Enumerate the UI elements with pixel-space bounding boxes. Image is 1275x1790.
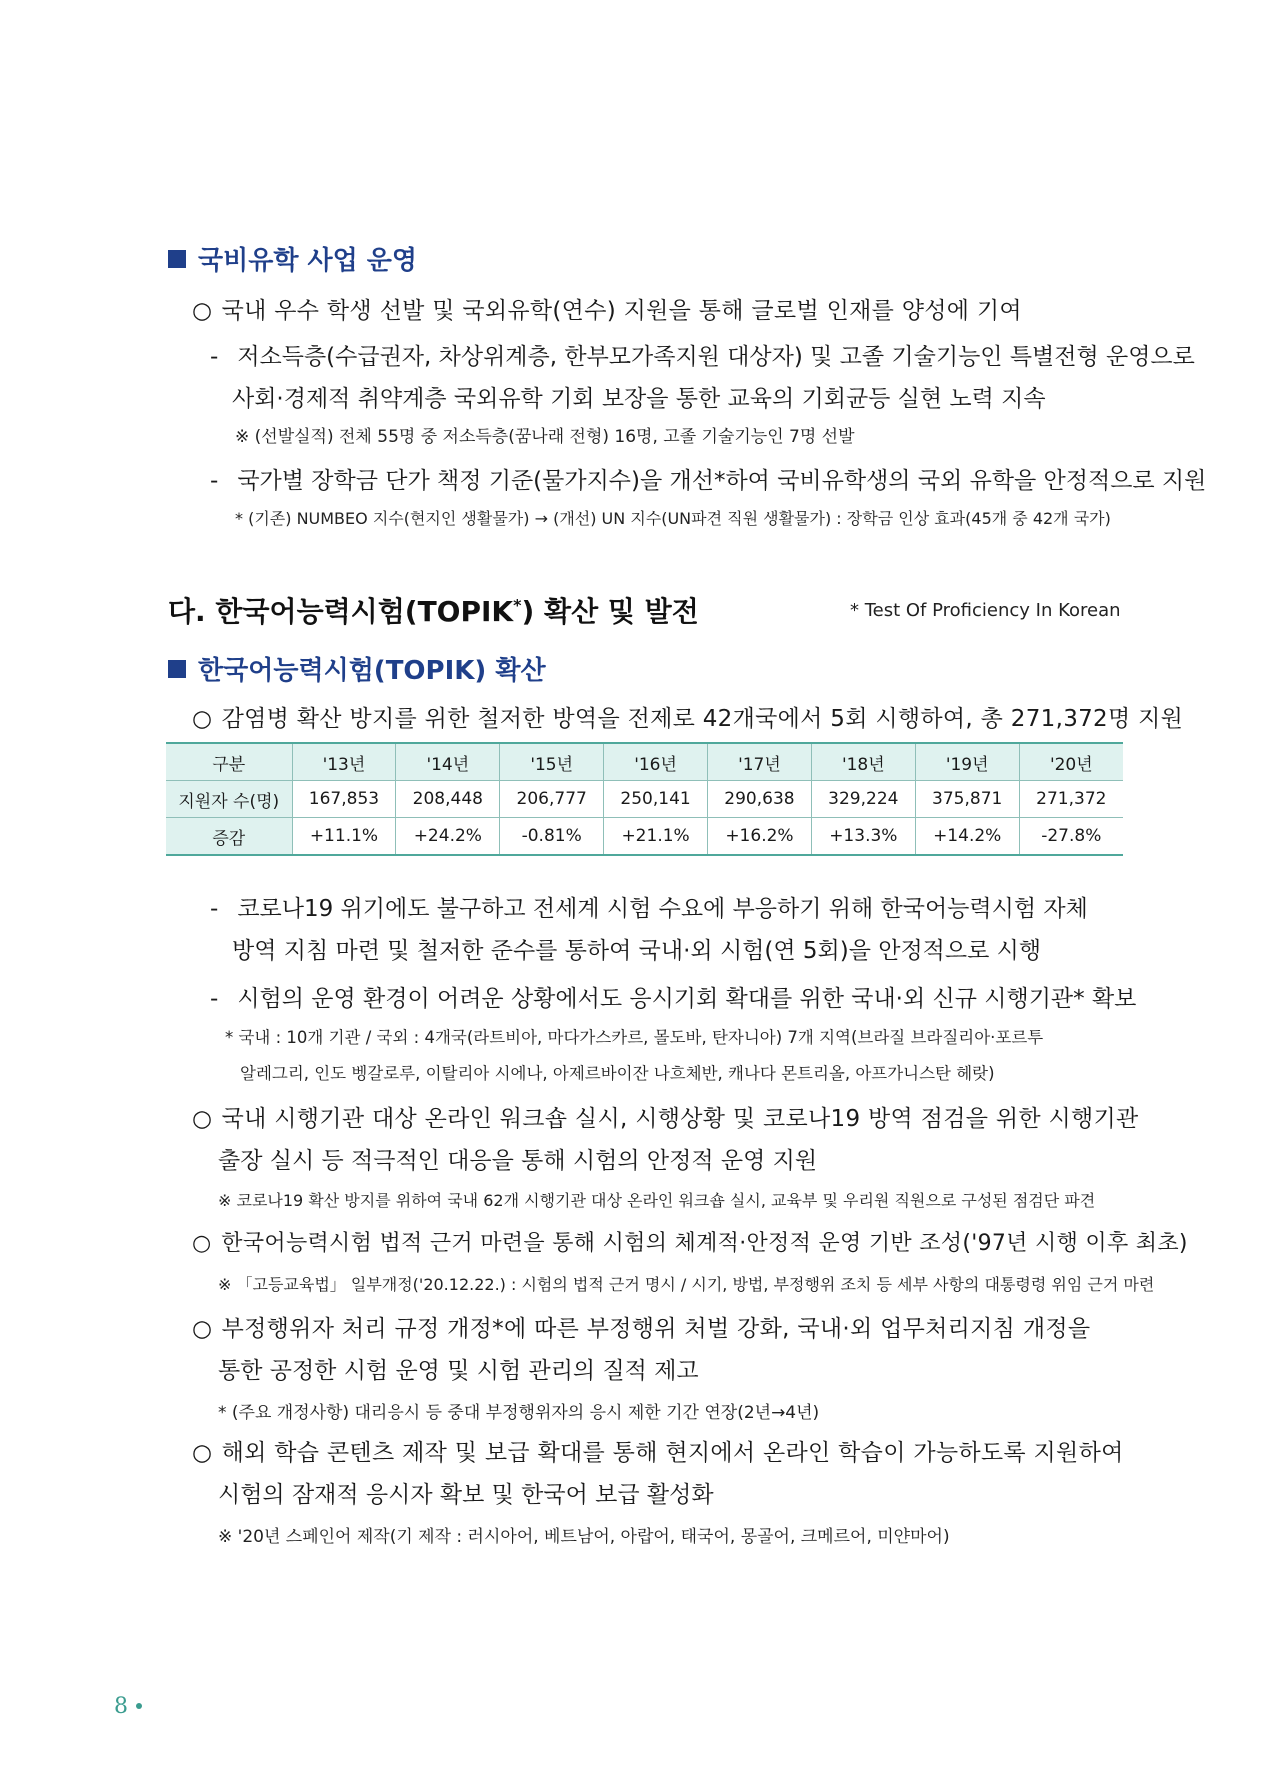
- table-cell: 329,224: [811, 781, 915, 818]
- circle-bullet-icon: ○: [192, 1440, 213, 1466]
- circle-bullet-icon: ○: [192, 706, 213, 732]
- dash-item: - 코로나19 위기에도 불구하고 전세계 시험 수요에 부응하기 위해 한국어능력시험 자체: [210, 896, 1088, 922]
- table-cell: +14.2%: [915, 818, 1019, 856]
- main-heading-topik: 다. 한국어능력시험(TOPIK*) 확산 및 발전: [168, 595, 699, 628]
- table-header-cell: '17년: [708, 743, 812, 781]
- topik-applicants-table: [166, 742, 1123, 856]
- dash-marker: -: [210, 896, 219, 922]
- table-cell: 375,871: [915, 781, 1019, 818]
- table-cell: 271,372: [1019, 781, 1123, 818]
- section-heading-gukbi: 국비유학 사업 운영: [168, 240, 417, 277]
- table-header-cell: '19년: [915, 743, 1019, 781]
- page-number: 8: [114, 1694, 142, 1719]
- circle-bullet-icon: ○: [192, 1106, 213, 1132]
- bullet-item-continuation: 출장 실시 등 적극적인 대응을 통해 시험의 안정적 운영 지원: [218, 1148, 818, 1174]
- note-text: ※ (선발실적) 전체 55명 중 저소득층(꿈나래 전형) 16명, 고졸 기술기능인 7명 선발: [235, 427, 855, 447]
- bullet-item: ○ 한국어능력시험 법적 근거 마련을 통해 시험의 체계적·안정적 운영 기반 조성('97년 시행 이후 최초): [192, 1231, 1188, 1256]
- table-row: [166, 781, 1123, 818]
- section-heading-topik: 한국어능력시험(TOPIK) 확산: [168, 650, 546, 687]
- table-row-label: 증감: [166, 818, 292, 856]
- table-header-cell: '15년: [500, 743, 604, 781]
- heading-footnote: * Test Of Proficiency In Korean: [850, 600, 1121, 621]
- note-text: * (기존) NUMBEO 지수(현지인 생활물가) → (개선) UN 지수(UN파견 직원 생활물가) : 장학금 인상 효과(45개 중 42개 국가): [235, 509, 1111, 528]
- note-text: ※ 코로나19 확산 방지를 위하여 국내 62개 시행기관 대상 온라인 워크숍 실시, 교육부 및 우리원 직원으로 구성된 점검단 파견: [218, 1191, 1096, 1210]
- circle-bullet-icon: ○: [192, 1316, 213, 1342]
- table-cell: -27.8%: [1019, 818, 1123, 856]
- square-bullet-icon: [168, 250, 186, 268]
- table-header-cell: '13년: [292, 743, 396, 781]
- circle-bullet-icon: ○: [192, 298, 213, 324]
- dash-item: - 국가별 장학금 단가 책정 기준(물가지수)을 개선*하여 국비유학생의 국외 유학을 안정적으로 지원: [210, 468, 1207, 494]
- dash-item: - 저소득층(수급권자, 차상위계층, 한부모가족지원 대상자) 및 고졸 기술기능인 특별전형 운영으로: [210, 344, 1195, 370]
- dash-marker: -: [210, 468, 219, 494]
- bullet-item-continuation: 통한 공정한 시험 운영 및 시험 관리의 질적 제고: [218, 1358, 699, 1384]
- table-cell: +21.1%: [604, 818, 708, 856]
- circle-bullet-icon: ○: [192, 1231, 212, 1256]
- table-cell: +11.1%: [292, 818, 396, 856]
- bullet-item: ○ 부정행위자 처리 규정 개정*에 따른 부정행위 처벌 강화, 국내·외 업무처리지침 개정을: [192, 1316, 1091, 1342]
- table-cell: 250,141: [604, 781, 708, 818]
- dash-item: - 시험의 운영 환경이 어려운 상황에서도 응시기회 확대를 위한 국내·외 신규 시행기관* 확보: [210, 986, 1137, 1012]
- table-cell: 206,777: [500, 781, 604, 818]
- table-cell: 167,853: [292, 781, 396, 818]
- table-cell: 290,638: [708, 781, 812, 818]
- bullet-item: ○ 국내 우수 학생 선발 및 국외유학(연수) 지원을 통해 글로벌 인재를 양성에 기여: [192, 298, 1022, 324]
- bullet-item: ○ 국내 시행기관 대상 온라인 워크숍 실시, 시행상황 및 코로나19 방역 점검을 위한 시행기관: [192, 1106, 1139, 1132]
- table-header-cell: 구분: [166, 743, 292, 781]
- bullet-item-continuation: 시험의 잠재적 응시자 확보 및 한국어 보급 활성화: [218, 1482, 714, 1508]
- table-header-cell: '18년: [811, 743, 915, 781]
- table-header-row: [166, 743, 1123, 781]
- square-bullet-icon: [168, 660, 186, 678]
- dash-item-continuation: 방역 지침 마련 및 철저한 준수를 통하여 국내·외 시험(연 5회)을 안정적으로 시행: [232, 938, 1042, 964]
- bullet-item: ○ 해외 학습 콘텐츠 제작 및 보급 확대를 통해 현지에서 온라인 학습이 가능하도록 지원하여: [192, 1440, 1124, 1466]
- note-text: ※ '20년 스페인어 제작(기 제작 : 러시아어, 베트남어, 아랍어, 태국어, 몽골어, 크메르어, 미얀마어): [218, 1527, 950, 1547]
- note-text: * 국내 : 10개 기관 / 국외 : 4개국(라트비아, 마다가스카르, 몰도바, 탄자니아) 7개 지역(브라질 브라질리아·포르투: [225, 1028, 1044, 1047]
- table-header-cell: '14년: [396, 743, 500, 781]
- dash-item-continuation: 사회·경제적 취약계층 국외유학 기회 보장을 통한 교육의 기회균등 실현 노력 지속: [232, 386, 1046, 412]
- note-text: * (주요 개정사항) 대리응시 등 중대 부정행위자의 응시 제한 기간 연장(2년→4년): [218, 1403, 820, 1423]
- table-header-cell: '16년: [604, 743, 708, 781]
- dash-marker: -: [210, 986, 219, 1012]
- table-row-label: 지원자 수(명): [166, 781, 292, 818]
- dash-marker: -: [210, 344, 219, 370]
- table-cell: +24.2%: [396, 818, 500, 856]
- table-cell: -0.81%: [500, 818, 604, 856]
- table-cell: +13.3%: [811, 818, 915, 856]
- bullet-item: ○ 감염병 확산 방지를 위한 철저한 방역을 전제로 42개국에서 5회 시행하여, 총 271,372명 지원: [192, 706, 1184, 732]
- table-header-cell: '20년: [1019, 743, 1123, 781]
- table-row: [166, 818, 1123, 856]
- dot-icon: [136, 1703, 142, 1709]
- note-text: ※ 「고등교육법」 일부개정('20.12.22.) : 시험의 법적 근거 명시 / 시기, 방법, 부정행위 조치 등 세부 사항의 대통령령 위임 근거 마련: [218, 1275, 1155, 1294]
- note-text-continuation: 알레그리, 인도 벵갈로루, 이탈리아 시에나, 아제르바이잔 나흐체반, 캐나다 몬트리올, 아프가니스탄 헤랏): [240, 1064, 995, 1083]
- table-cell: +16.2%: [708, 818, 812, 856]
- table-cell: 208,448: [396, 781, 500, 818]
